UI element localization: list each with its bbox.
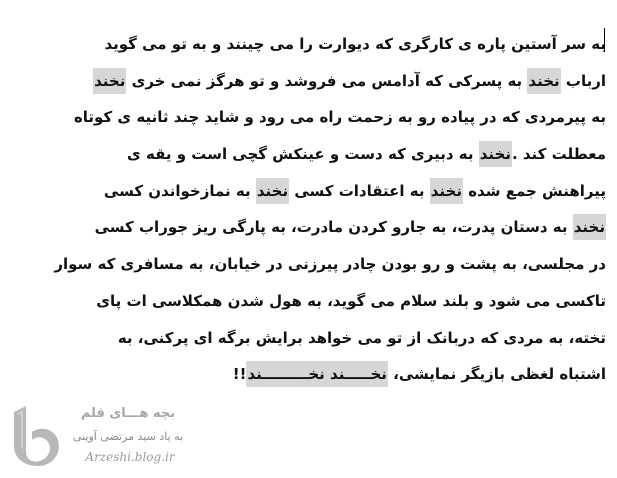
text-line (14, 63, 606, 100)
text-run: به نمازخواندن کسی (103, 181, 256, 200)
text-line (14, 136, 606, 173)
watermark-title: بچه هـــای قلم (80, 406, 176, 421)
text-run: به دستان پدرت، به جارو کردن مادرت، به پارگی ریز جوراب کسی (94, 218, 573, 237)
text-run: به دبیری که دست و عینکش گچی است و یقه ی (127, 145, 479, 164)
watermark (8, 400, 198, 472)
text-line (14, 320, 606, 357)
highlighted-word: نخند (430, 178, 463, 204)
text-line (14, 283, 606, 320)
text-line (14, 173, 606, 210)
text-run: در مجلسی، به پشت و رو بودن چادر پیرزنی در خیابان، به مسافری که سوار (54, 255, 606, 274)
watermark-subtitle: به یاد سید مرتضی آوینی (72, 430, 184, 443)
text-line (14, 356, 606, 393)
text-line (14, 99, 606, 136)
highlighted-word: نخند (93, 68, 126, 94)
text-line (14, 26, 606, 63)
text-run: اشتباه لغظی بازیگر نمایشی، (387, 365, 606, 384)
text-run: به سر آستین پاره ی کارگری که دیوارت را می چینند و به تو می گوید (104, 35, 606, 53)
text-run: پیراهنش جمع شده (462, 181, 606, 200)
highlighted-word: نخند (527, 68, 560, 94)
highlighted-word: نخند (573, 214, 606, 240)
text-line (14, 209, 606, 246)
text-run: تاکسی می شود و بلند سلام می گوید، به هول شدن همکلاسی ات پای (96, 291, 606, 310)
body-text[interactable] (14, 26, 606, 393)
highlighted-word: نخند (256, 178, 289, 204)
text-run: !! (232, 365, 247, 384)
text-run: به پسرکی که آدامس می فروشد و تو هرگز نمی خری (126, 71, 528, 90)
text-run: تخته، به مردی که دربانک از تو می خواهد برایش برگه ای پرکنی، به (117, 328, 606, 347)
b-logo-icon (8, 404, 64, 470)
text-run: معطلت کند . (511, 145, 606, 164)
highlighted-word: نخـــــند نخـــــــــند (246, 361, 387, 387)
text-run: به پیرمردی که در پیاده رو به زحمت راه می رود و شاید چند ثانیه ی کوتاه (73, 108, 606, 127)
text-run: به اعتقادات کسی (289, 181, 430, 200)
text-run: ارباب (560, 71, 606, 90)
watermark-url: Arzeshi.blog.ir (85, 450, 175, 464)
highlighted-word: نخند (479, 141, 512, 167)
text-line (14, 246, 606, 283)
